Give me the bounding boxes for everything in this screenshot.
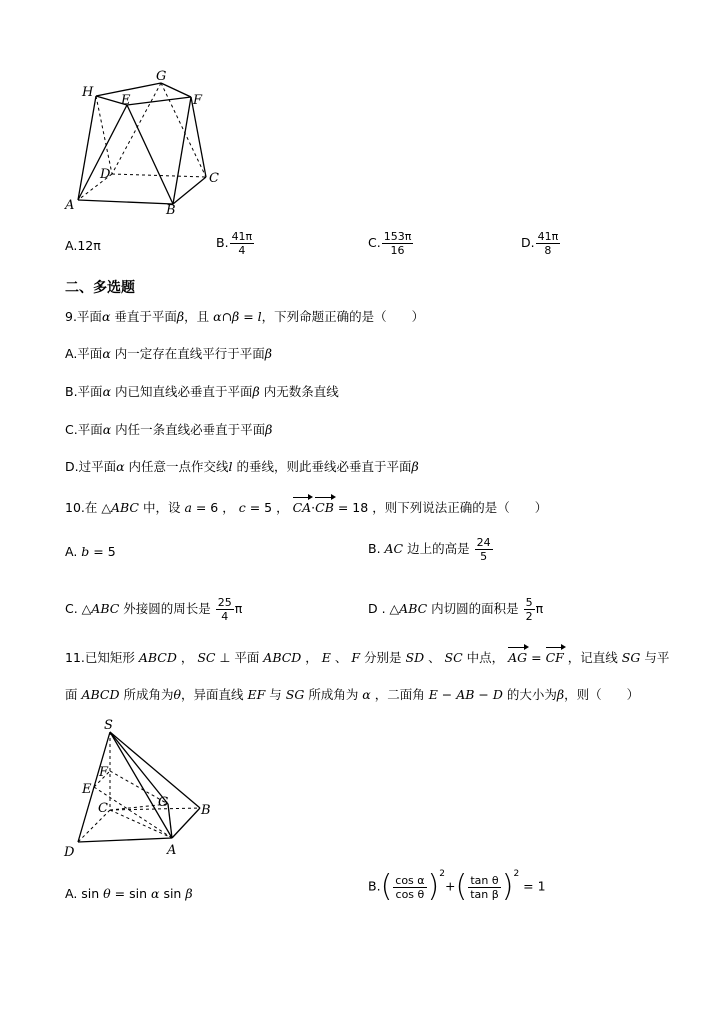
figure-1-polyhedron (60, 66, 230, 218)
fraction: $\frac{\text{tan θ}}{\text{tan β}}$ (470, 873, 499, 901)
label-e: E (82, 782, 92, 797)
q10-option-c: C. △ABC 外接圆的周长是 $\frac{25}{4}$ π (65, 596, 243, 623)
label-a: A (167, 843, 177, 858)
vector-cf: CF (545, 650, 564, 665)
label-g: G (158, 795, 169, 810)
q9-option-d: D.过平面α 内任意一点作交线l 的垂线，则此垂线必垂直于平面β (65, 459, 419, 474)
fraction: $\frac{41\pi}{8}$ (537, 230, 559, 257)
fraction: $\frac{\text{cos α}}{\text{cos θ}}$ (395, 873, 425, 901)
label-d: D (64, 845, 75, 860)
label-d: D (100, 167, 111, 182)
q9-option-b: B.平面α 内已知直线必垂直于平面β 内无数条直线 (65, 384, 339, 399)
fraction: $\frac{153\pi}{16}$ (383, 230, 412, 257)
vector-cb: CB (315, 500, 334, 515)
vector-ag: AG (508, 650, 528, 665)
q8-option-c: C. $\frac{153\pi}{16}$ (368, 230, 412, 257)
figure-2-pyramid (60, 716, 220, 862)
label-b: B (166, 203, 176, 218)
q11-stem-line1: 11.已知矩形 ABCD ， SC ⊥ 平面 ABCD ， E 、 F 分别是 SD 、 SC 中点， AG = CF ，记直线 SG 与平 (65, 650, 670, 665)
q10-option-d: D . △ABC 内切圆的面积是 $\frac{5}{2}$ π (368, 596, 544, 623)
q10-option-a: A. b = 5 (65, 544, 116, 559)
label-e: E (121, 93, 131, 108)
label-f: F (99, 765, 109, 780)
q9-option-c: C.平面α 内任一条直线必垂直于平面β (65, 422, 273, 437)
q10-option-b: B. AC 边上的高是 $\frac{24}{5}$ (368, 536, 491, 563)
label-a: A (65, 198, 75, 213)
fraction: $\frac{41\pi}{4}$ (231, 230, 253, 257)
label-s: S (104, 718, 113, 733)
q8-option-a: A.12π (65, 238, 101, 253)
q11-option-b: B.( $\frac{\text{cos α}}{\text{cos θ}}$ )$^2$+( $\frac{\text{tan θ}}{\text{tan β}}$ )$^2$ = 1 (368, 869, 546, 904)
fraction: $\frac{5}{2}$ (525, 596, 533, 623)
label-c: C (209, 171, 219, 186)
label-h: H (82, 85, 94, 100)
q9-stem: 9.平面α 垂直于平面β，且 α∩β = l，下列命题正确的是（ ） (65, 309, 425, 324)
fraction: $\frac{25}{4}$ (217, 596, 232, 623)
q8-option-b: B. $\frac{41\pi}{4}$ (216, 230, 253, 257)
q11-option-a: A. sin θ = sin α sin β (65, 886, 193, 901)
q11-stem-line2: 面 ABCD 所成角为θ，异面直线 EF 与 SG 所成角为 α ，二面角 E − AB − D 的大小为β，则（ ） (65, 687, 640, 702)
q9-option-a: A.平面α 内一定存在直线平行于平面β (65, 346, 272, 361)
label-g: G (156, 69, 167, 84)
vector-ca: CA (292, 500, 312, 515)
fraction: $\frac{24}{5}$ (476, 536, 491, 563)
q8-option-d: D. $\frac{41\pi}{8}$ (521, 230, 559, 257)
q10-stem: 10.在 △ABC 中，设 a = 6 ， c = 5 ， CA·CB = 18 ，则下列说法正确的是（ ） (65, 500, 548, 515)
label-f: F (193, 93, 203, 108)
label-b: B (201, 803, 211, 818)
label-c: C (98, 801, 108, 816)
section-title: 二、多选题 (65, 280, 135, 296)
